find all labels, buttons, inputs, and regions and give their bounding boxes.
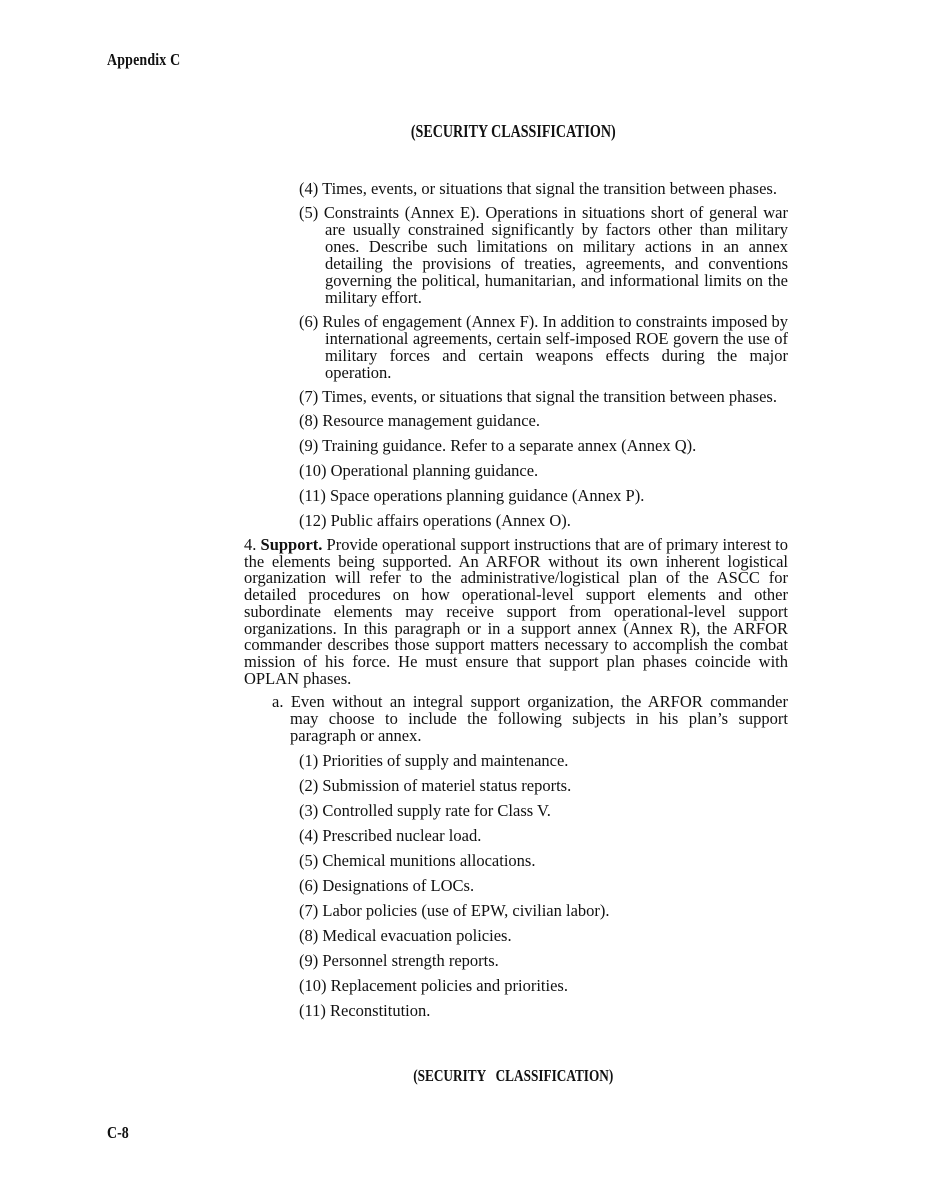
classification-top-text: (SECURITY CLASSIFICATION) (410, 121, 616, 141)
list-item: (9) Personnel strength reports. (299, 951, 499, 971)
support-paragraph (244, 537, 788, 687)
list-item: (4) Prescribed nuclear load. (299, 826, 482, 846)
list-item: (7) Times, events, or situations that signal the transition between phases. (299, 387, 777, 406)
list-item: (12) Public affairs operations (Annex O). (299, 511, 571, 530)
support-number: 4. (244, 535, 257, 554)
support-heading: Support. (260, 535, 323, 554)
list-item: (10) Replacement policies and priorities. (299, 976, 568, 996)
page-number: C-8 (107, 1123, 129, 1142)
list-item: (3) Controlled supply rate for Class V. (299, 801, 551, 821)
list-item: (6) Rules of engagement (Annex F). In addition to constraints imposed by international agreements, certain self-imposed ROE govern the use of military forces and certain weapons effects during the major operation. (299, 312, 788, 382)
list-item: (11) Reconstitution. (299, 1001, 431, 1021)
list-item: (6) Designations of LOCs. (299, 876, 475, 896)
security-classification-bottom (48, 1066, 930, 1086)
list-item: (1) Priorities of supply and maintenance. (299, 751, 569, 771)
list-item: (5) Chemical munitions allocations. (299, 851, 536, 871)
classification-bottom-text: (SECURITY CLASSIFICATION) (412, 1066, 614, 1085)
support-subparagraph-a: a. Even without an integral support organization, the ARFOR commander may choose to include the following subjects in his plan’s support paragraph or annex. (272, 692, 788, 746)
list-item: (11) Space operations planning guidance (Annex P). (299, 486, 645, 505)
support-body: Provide operational support instructions that are of primary interest to the elements being supported. An ARFOR without its own inherent logistical organization will refer to the administrative/logistical plan of the ASCC for detailed procedures on how operational-level support elements and other subordinate elements may receive support from operational-level support organizations. In this paragraph or in a support annex (Annex R), the ARFOR commander describes those support matters necessary to accomplish the combat mission of his force. He must ensure that support plan phases coincide with OPLAN phases. (244, 535, 789, 688)
list-item: (7) Labor policies (use of EPW, civilian labor). (299, 901, 610, 921)
list-item: (5) Constraints (Annex E). Operations in situations short of general war are usually constrained significantly by factors other than military ones. Describe such limitations on military actions in an annex detailing the provisions of treaties, agreements, and conventions governing the political, humanitarian, and informational limits on the military effort. (299, 203, 788, 307)
list-item: (10) Operational planning guidance. (299, 461, 539, 480)
appendix-header: Appendix C (107, 50, 181, 69)
list-item: (9) Training guidance. Refer to a separate annex (Annex Q). (299, 436, 697, 455)
document-body (244, 180, 788, 1027)
list-item: (8) Medical evacuation policies. (299, 926, 512, 946)
list-item: (2) Submission of materiel status reports. (299, 776, 572, 796)
list-item: (4) Times, events, or situations that signal the transition between phases. (299, 179, 777, 198)
list-item: (8) Resource management guidance. (299, 411, 540, 430)
security-classification-top (48, 121, 930, 142)
